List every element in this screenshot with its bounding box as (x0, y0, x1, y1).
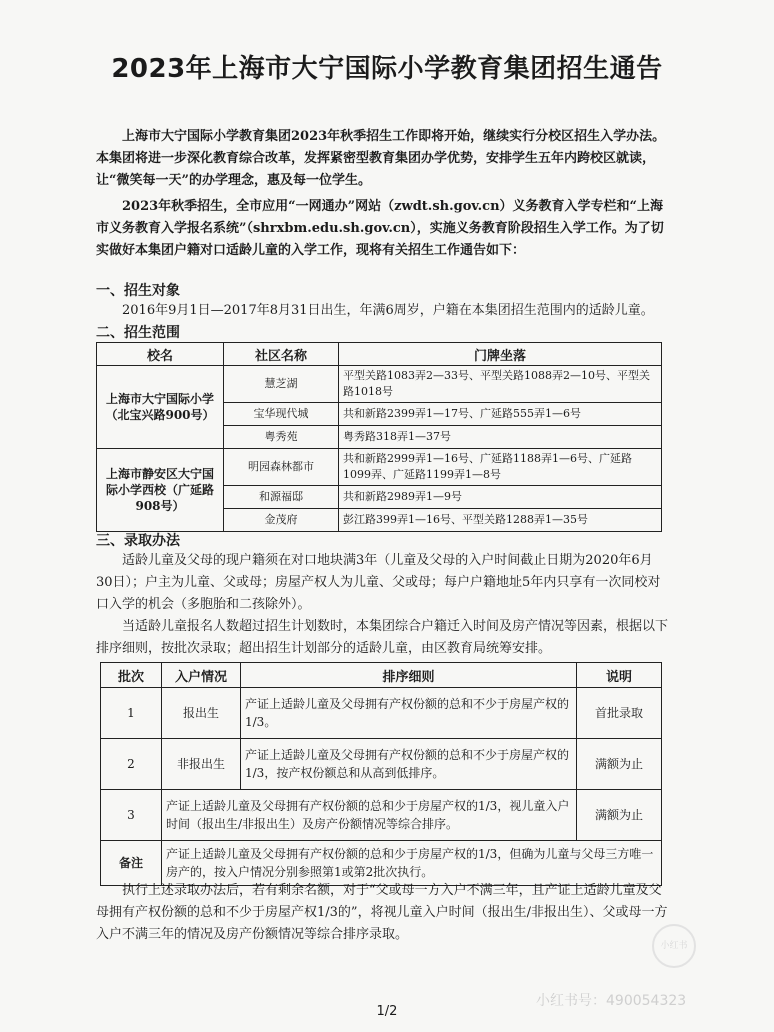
table-header-cell: 社区名称 (224, 343, 339, 366)
school-name-cell: 上海市静安区大宁国际小学西校（广延路908号） (97, 449, 224, 532)
table-row (97, 449, 662, 486)
section-heading-enrollment-scope: 二、招生范围 (96, 325, 180, 341)
table-header-cell: 门牌坐落 (339, 343, 662, 366)
watermark-badge: 小红书 (652, 924, 696, 968)
address-cell: 粤秀路318弄1—37号 (339, 426, 662, 449)
address-cell: 彭江路399弄1—16号、平型关路1288弄1—35号 (339, 509, 662, 532)
batch-cell: 3 (101, 790, 162, 841)
admission-paragraph-1: 适龄儿童及父母的现户籍须在对口地块满3年（儿童及父母的入户时间截止日期为2020年6月30日）；户主为儿童、父或母；房屋产权人为儿童、父或母；每户户籍地址5年内只享有一次同校对口入学的机会（多胞胎和二孩除外）。 (96, 553, 661, 612)
admission-paragraph-3: 执行上述录取办法后，若有剩余名额，对于“父或母一方入户不满三年，且产证上适龄儿童及父母拥有产权份额的总和不少于房屋产权1/3的”，将视儿童入户时间（报出生/非报出生）、父或母一方入户不满三年的情况及房产份额情况等综合排序录取。 (96, 883, 668, 942)
rule-cell: 产证上适龄儿童及父母拥有产权份额的总和不少于房屋产权的1/3，按产权份额总和从高到低排序。 (241, 739, 577, 790)
table-header-cell: 校名 (97, 343, 224, 366)
intro-paragraph-1: 上海市大宁国际小学教育集团2023年秋季招生工作即将开始，继续实行分校区招生入学办法。本集团将进一步深化教育综合改革，发挥紧密型教育集团办学优势，安排学生五年内跨校区就读，让“微笑每一天”的办学理念，惠及每一位学生。 (96, 129, 666, 188)
community-cell: 粤秀苑 (224, 426, 339, 449)
intro-paragraph-2: 2023年秋季招生，全市应用“一网通办”网站（zwdt.sh.gov.cn）义务教育入学专栏和“上海市义务教育入学报名系统”（shrxbm.edu.sh.gov.cn），实施义务教育阶段招生入学工作。为了切实做好本集团户籍对口适龄儿童的入学工作，现将有关招生工作通告如下： (96, 199, 664, 258)
community-cell: 慧芝湖 (224, 366, 339, 403)
section-heading-enrollment-target: 一、招生对象 (96, 283, 180, 299)
address-cell: 共和新路2399弄1—17号、广延路555弄1—6号 (339, 403, 662, 426)
admission-order-table (100, 662, 662, 886)
community-cell: 和源福邸 (224, 486, 339, 509)
table-header-cell: 批次 (101, 663, 162, 688)
address-cell: 共和新路2999弄1—16号、广延路1188弄1—6号、广延路1099弄、广延路1199弄1—8号 (339, 449, 662, 486)
community-cell: 金茂府 (224, 509, 339, 532)
table-row (101, 841, 662, 886)
table-header-cell: 说明 (577, 663, 662, 688)
table-row (97, 366, 662, 403)
section-text-enrollment-target: 2016年9月1日—2017年8月31日出生，年满6周岁，户籍在本集团招生范围内的适龄儿童。 (122, 303, 654, 318)
status-cell: 报出生 (162, 688, 241, 739)
note-cell: 满额为止 (577, 790, 662, 841)
table-header-row (101, 663, 662, 688)
remark-label-cell: 备注 (101, 841, 162, 886)
community-cell: 明园森林都市 (224, 449, 339, 486)
admission-paragraph-2: 当适龄儿童报名人数超过招生计划数时，本集团综合户籍迁入时间及房产情况等因素，根据以下排序细则，按批次录取；超出招生计划部分的适龄儿童，由区教育局统筹安排。 (96, 619, 669, 656)
status-cell: 非报出生 (162, 739, 241, 790)
address-cell: 平型关路1083弄2—33号、平型关路1088弄2—10号、平型关路1018号 (339, 366, 662, 403)
remark-cell: 产证上适龄儿童及父母拥有产权份额的总和少于房屋产权的1/3，但确为儿童与父母三方唯一房产的，按入户情况分别参照第1或第2批次执行。 (162, 841, 662, 886)
note-cell: 满额为止 (577, 739, 662, 790)
page-title: 2023年上海市大宁国际小学教育集团招生通告 (111, 54, 663, 84)
watermark-text: 小红书号：490054323 (536, 993, 687, 1009)
table-row (101, 790, 662, 841)
batch-cell: 2 (101, 739, 162, 790)
table-row (101, 688, 662, 739)
rule-cell: 产证上适龄儿童及父母拥有产权份额的总和不少于房屋产权的1/3。 (241, 688, 577, 739)
school-name-cell: 上海市大宁国际小学（北宝兴路900号） (97, 366, 224, 449)
batch-cell: 1 (101, 688, 162, 739)
rule-cell: 产证上适龄儿童及父母拥有产权份额的总和少于房屋产权的1/3，视儿童入户时间（报出生/非报出生）及房产份额情况等综合排序。 (162, 790, 577, 841)
note-cell: 首批录取 (577, 688, 662, 739)
community-cell: 宝华现代城 (224, 403, 339, 426)
table-header-cell: 排序细则 (241, 663, 577, 688)
page-number: 1/2 (376, 1004, 398, 1019)
table-row (101, 739, 662, 790)
address-cell: 共和新路2989弄1—9号 (339, 486, 662, 509)
table-header-row (97, 343, 662, 366)
table-header-cell: 入户情况 (162, 663, 241, 688)
enrollment-scope-table (96, 342, 662, 532)
section-heading-admission-method: 三、录取办法 (96, 533, 180, 549)
